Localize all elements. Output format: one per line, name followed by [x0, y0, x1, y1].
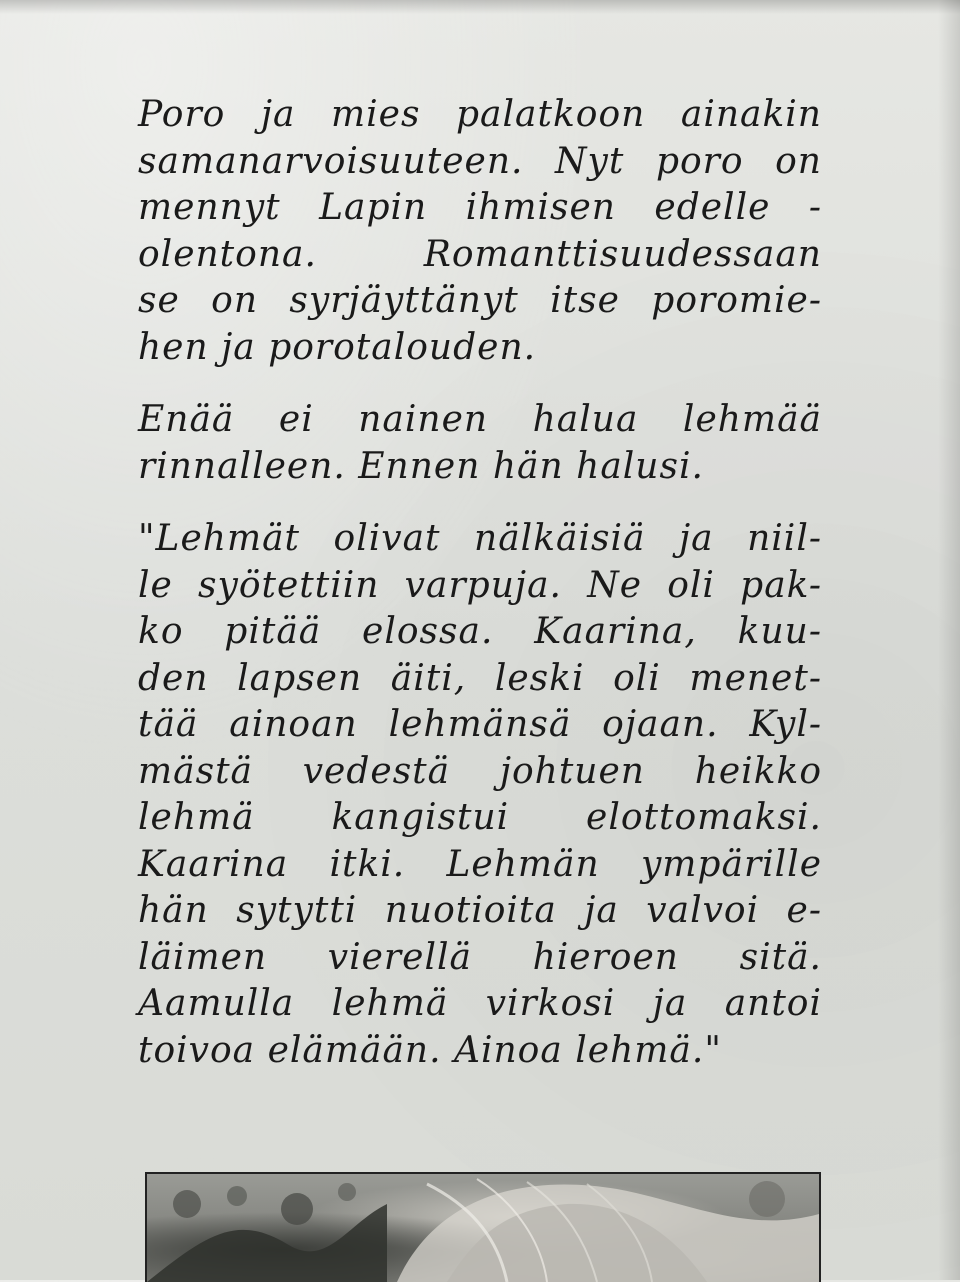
text-line: mästä vedestä johtuen heikko: [138, 750, 822, 792]
text-line: le syötettiin varpuja. Ne oli pak-: [138, 564, 822, 606]
text-line: "Lehmät olivat nälkäisiä ja niil-: [138, 518, 822, 559]
cover-photograph: [145, 1172, 821, 1282]
text-line: rinnalleen. Ennen hän halusi.: [138, 445, 704, 487]
text-line: mennyt Lapin ihmisen edelle -: [138, 187, 822, 228]
paragraph-1: [138, 92, 822, 371]
text-line: lehmä kangistui elottomaksi.: [138, 797, 822, 838]
text-line: se on syrjäyttänyt itse poromie-: [138, 280, 822, 321]
paragraph-3-quote: [138, 516, 822, 1074]
text-line: toivoa elämään. Ainoa lehmä.": [138, 1029, 722, 1071]
page-top-shadow: [0, 0, 960, 14]
page-right-edge: [938, 0, 960, 1280]
text-line: Kaarina itki. Lehmän ympärille: [138, 843, 822, 885]
text-line: ko pitää elossa. Kaarina, kuu-: [138, 611, 822, 652]
text-line: olentona. Romanttisuudessaan: [138, 233, 822, 275]
photograph-icon: [147, 1174, 819, 1282]
text-line: hän sytytti nuotioita ja valvoi e-: [138, 890, 822, 931]
text-line: tää ainoan lehmänsä ojaan. Kyl-: [138, 704, 822, 745]
cover-text: [138, 92, 822, 1100]
text-line: hen ja porotalouden.: [138, 326, 537, 368]
paragraph-2: [138, 397, 822, 490]
text-line: samanarvoisuuteen. Nyt poro on: [138, 140, 822, 182]
text-line: läimen vierellä hieroen sitä.: [138, 936, 822, 978]
text-line: Aamulla lehmä virkosi ja antoi: [138, 983, 822, 1024]
text-line: den lapsen äiti, leski oli menet-: [138, 657, 822, 699]
text-line: Enää ei nainen halua lehmää: [138, 399, 822, 440]
text-line: Poro ja mies palatkoon ainakin: [138, 94, 822, 135]
